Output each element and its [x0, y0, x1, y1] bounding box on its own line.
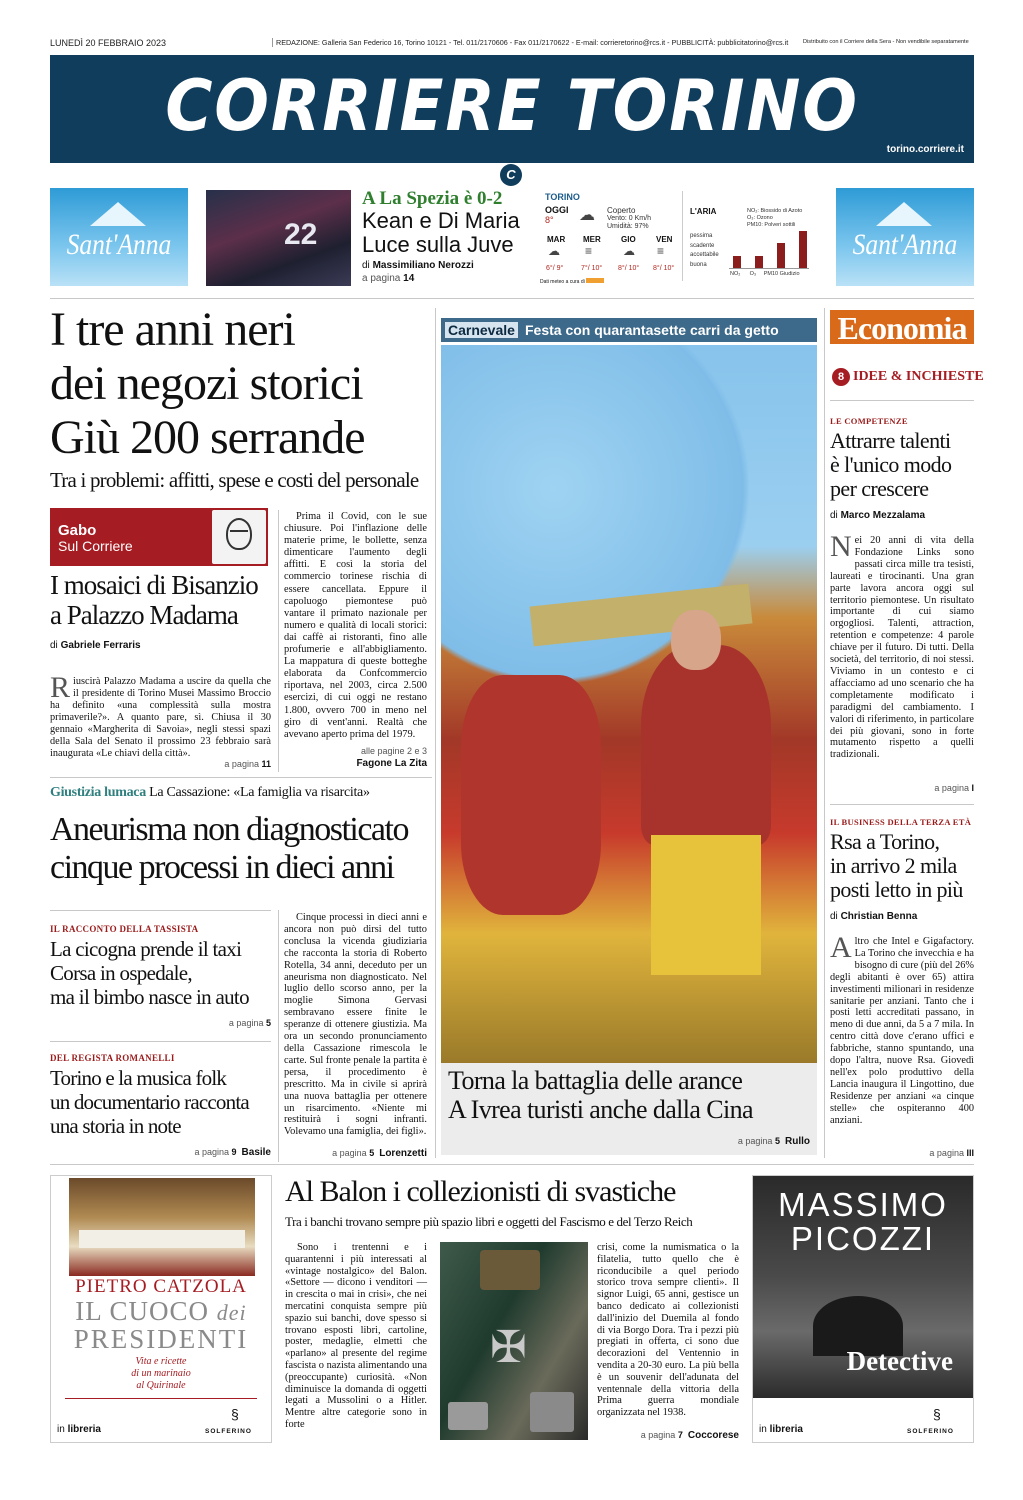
masthead	[50, 55, 974, 163]
forecast-temp-4: 8°/ 10°	[653, 265, 675, 272]
column-rule	[278, 510, 279, 772]
swastika-pin: ✠	[490, 1323, 527, 1372]
rsa-headline[interactable]: Rsa a Torino, in arrivo 2 mila posti letto in più	[830, 829, 963, 902]
weather-today-label: OGGI	[545, 205, 569, 215]
air-legend: NO₂: Biossido di Azoto O₃: Ozono PM10: Polveri sottili	[747, 208, 803, 228]
taxi-page-ref[interactable]: a pagina 5	[228, 1018, 271, 1028]
teaser-byline: di Massimiliano Nerozzi	[362, 260, 474, 271]
weather-humidity: Umidità: 97%	[607, 223, 649, 230]
cloud-icon: ☁	[548, 244, 560, 258]
watch-item	[448, 1402, 488, 1430]
weather-credit: Dati meteo a cura di	[540, 278, 604, 285]
economia-section[interactable]: IDEE & INCHIESTE	[853, 369, 984, 384]
forecast-temp-1: 6°/ 9°	[546, 265, 564, 272]
book-ad-right[interactable]	[752, 1175, 974, 1443]
solferino-logo-icon: §	[231, 1406, 239, 1422]
column-rule	[435, 308, 436, 1158]
air-quality-bar	[755, 256, 763, 268]
rsa-page-ref[interactable]: a pagina III	[929, 1148, 974, 1158]
gabo-banner	[50, 508, 268, 566]
teaser-headline-2[interactable]: Luce sulla Juve	[362, 232, 514, 257]
air-quality-bar	[777, 243, 785, 268]
sponsor-left[interactable]	[50, 188, 188, 286]
juve-celebration-photo	[206, 190, 351, 286]
folk-page-ref[interactable]: a pagina 9 Basile	[194, 1147, 271, 1158]
justice-headline[interactable]: Aneurisma non diagnosticato cinque processi in dieci anni	[50, 811, 408, 886]
carnival-kicker-rest: Festa con quarantasette carri da getto	[525, 322, 779, 338]
teaser-headline-1[interactable]: Kean e Di Maria	[362, 208, 520, 233]
lead-byline: Fagone La Zita	[356, 758, 427, 769]
air-scale: pessima scadente accettabile buona	[690, 233, 719, 268]
gabo-sublabel: Sul Corriere	[58, 538, 133, 554]
balon-subhead: Tra i banchi trovano sempre più spazio libri e oggetti del Fascismo e del Terzo Reich	[285, 1214, 693, 1229]
gabo-headline[interactable]: I mosaici di Bisanzio a Palazzo Madama	[50, 570, 258, 630]
folk-kicker: DEL REGISTA ROMANELLI	[50, 1053, 175, 1063]
dropcap: N	[830, 530, 852, 563]
section-rule	[50, 1164, 974, 1165]
justice-kicker: Giustizia lumaca La Cassazione: «La famiglia va risarcita»	[50, 785, 370, 800]
sponsor-right[interactable]	[836, 188, 974, 286]
distribution-note: Distribuito con il Corriere della Sera - Non vendibile separatamente	[803, 39, 969, 45]
section-rule	[830, 804, 974, 805]
jersey-number: 22	[284, 218, 318, 251]
taxi-headline[interactable]: La cicogna prende il taxi Corsa in ospedale, ma il bimbo nasce in auto	[50, 937, 249, 1009]
teaser-kicker: A La Spezia è 0-2	[362, 188, 503, 209]
masthead-url[interactable]: torino.corriere.it	[886, 144, 964, 155]
forecast-day-3: GIO	[621, 235, 636, 244]
book-right-publisher: SOLFERINO	[907, 1428, 954, 1435]
provider-logo	[586, 278, 604, 283]
balon-body-1: Sono i trentenni e i quarantenni i più interessati al «vintage nostalgico» del Balon. «Settore — dicono i venditori — in crescita o mai in crisi», che nei mercatini conquista sempre più spazio sui banchi, dove spesso si trovano esposti libri, cartoline, poster, medaglie, elmetti che «parlano» al presente del regime fascista o nazista alimentando una (preoccupante) curiosità. «Non diminuisce la domanda di oggetti legati a Mussolini o a Hitler. Mentre altre categorie sono in forte	[285, 1242, 427, 1430]
thrower-pants	[651, 835, 761, 975]
book-left-libreria: in libreria	[57, 1424, 101, 1435]
lead-subhead: Tra i problemi: affitti, spese e costi del personale	[50, 468, 419, 492]
book-left-publisher: SOLFERINO	[205, 1428, 252, 1435]
dropcap: A	[830, 931, 852, 964]
lead-body: Prima il Covid, con le sue chiusure. Poi l'inflazione delle materie prime, le bollette, senza dimenticare l'aumento degli affitti. E così la storia del commercio torinese rischia di essere cancellata. Eppure il capoluogo piemontese può vantare il primato nazionale per numero e qualità di locali storici: dai caffè ai ristoranti, fino alle profumerie e all'abbigliamento. La mappatura di queste botteghe elaborata da Confcommercio riportava, nel 2003, circa 2.500 esercizi, di cui oggi ne restano 1.800, ovvero 700 in meno nel giro di vent'anni. Realtà che avevano aperto prima del 1979.	[284, 511, 427, 740]
carnival-kicker-bar	[441, 318, 817, 342]
rsa-kicker: IL BUSINESS DELLA TERZA ETÀ	[830, 817, 972, 827]
thrower-head	[671, 610, 721, 670]
teaser-page-ref[interactable]: a pagina 14	[362, 273, 415, 284]
carnival-kicker: Carnevale	[445, 322, 518, 338]
talent-kicker: LE COMPETENZE	[830, 416, 908, 426]
weather-condition: Coperto	[607, 206, 636, 215]
balon-page-ref[interactable]: a pagina 7 Coccorese	[640, 1430, 739, 1441]
eagle-medal	[480, 1250, 540, 1290]
nazi-memorabilia-photo	[440, 1242, 588, 1440]
folk-headline[interactable]: Torino e la musica folk un documentario racconta una storia in note	[50, 1066, 249, 1138]
forecast-day-2: MER	[583, 235, 601, 244]
book-right-libreria: in libreria	[759, 1424, 803, 1435]
sponsor-right-label: Sant'Anna	[852, 228, 958, 261]
economia-title: Economia	[837, 310, 967, 346]
section-rule	[50, 1041, 271, 1042]
rsa-byline: di Christian Benna	[830, 911, 918, 922]
fog-icon: ≡	[585, 244, 593, 258]
justice-page-ref[interactable]: a pagina 5 Lorenzetti	[332, 1148, 427, 1159]
cloud-icon: ☁	[579, 207, 595, 224]
book-left-title-1: IL CUOCO dei	[75, 1296, 247, 1326]
dropcap: R	[50, 671, 71, 704]
forecast-temp-2: 7°/ 10°	[581, 265, 603, 272]
mountain-icon	[876, 202, 932, 226]
weather-today-temp: 8°	[545, 215, 554, 225]
section-rule	[50, 777, 432, 778]
talent-headline[interactable]: Attrarre talenti è l'unico modo per crescere	[830, 428, 952, 501]
section-rule	[50, 910, 271, 911]
cloud-icon: ☁	[623, 244, 635, 258]
book-right-author: MASSIMO PICOZZI	[778, 1186, 948, 1257]
justice-body: Cinque processi in dieci anni e ancora non può dirsi del tutto conclusa la vicenda giudiziaria che racconta la storia di Roberto Rotella, 34 anni, deceduto per un aneurisma non diagnosticato. Nel luglio dello scorso anno, per la moglie Simona Gervasi sembravano essere finite le speranze di ottenere giustizia. Ma ora un secondo pronunciamento della Cassazione rimescola le carte. Sul fronte penale la partita è persa, il procedimento è prescritto. Ma in civile si aprirà una nuova battaglia per ottenere un risarcimento. «Niente mi restituirà i sogni infranti. Volevamo una famiglia, dei figli».	[284, 912, 427, 1138]
column-rule	[824, 308, 825, 1158]
sponsor-left-label: Sant'Anna	[66, 228, 172, 261]
gabo-caricature	[212, 510, 266, 564]
gabo-label: Gabo	[58, 522, 97, 539]
thrower-figure	[641, 645, 771, 845]
gabo-byline: di Gabriele Ferraris	[50, 640, 141, 651]
carnival-page-ref[interactable]: a pagina 5 Rullo	[737, 1136, 810, 1147]
book-right-title: Detective	[846, 1346, 953, 1376]
taxi-kicker: IL RACCONTO DELLA TASSISTA	[50, 924, 199, 934]
carnival-caption[interactable]: Torna la battaglia delle arance A Ivrea turisti anche dalla Cina	[448, 1066, 753, 1124]
book-left-tagline: Vita e ricette di un marinaio al Quirinale	[131, 1356, 191, 1391]
crowd-figure	[461, 675, 601, 915]
weather-divider	[682, 191, 683, 281]
talent-page-ref[interactable]: a pagina I	[934, 783, 974, 793]
fog-icon: ≡	[657, 244, 665, 258]
quirinale-photo	[69, 1178, 255, 1276]
weather-city: TORINO	[545, 192, 580, 202]
book-left-title-2: PRESIDENTI	[73, 1324, 249, 1354]
solferino-logo-icon: §	[933, 1406, 941, 1422]
talent-byline: di Marco Mezzalama	[830, 510, 926, 521]
balon-body-2: crisi, come la numismatica o la filatelia, tutto quello che è riconducibile a quel periodo storico trova sempre clienti». Il signor Luigi, 65 anni, gestisce un banco dedicato ai collezionisti dall'inizio del Duemila al fondo di via Borgo Dora. Tra i pezzi più pregiati in offerta, ci sono due decorazioni del Ventennio in vendita a 20-30 euro. La più bella è un souvenir dell'adunata del ventennale della vittoria della Prima guerra mondiale organizzata nel 1938.	[597, 1242, 739, 1419]
book-left-author: PIETRO CATZOLA	[75, 1276, 247, 1297]
section-rule	[830, 400, 974, 401]
gabo-body: Riuscirà Palazzo Madama a uscire da quella che il presidente di Torino Musei Massimo Broccio ha definito «una complessità sulla mostra primaverile?». A quanto pare, sì. Chiusa il 30 gennaio «Margherita di Savoia», negli stessi spazi della Sala del Senato il prossimo 23 febbraio sarà inaugurata «Le chiavi della città».	[50, 671, 271, 759]
air-quality-bar	[799, 231, 807, 268]
corriere-logo-badge: C	[500, 164, 522, 186]
forecast-temp-3: 8°/ 10°	[618, 265, 640, 272]
mountain-icon	[90, 202, 146, 226]
economia-badge: 8	[832, 368, 850, 386]
weather-panel	[537, 188, 825, 288]
book-rule	[65, 1398, 257, 1399]
air-axis: NO₂ O₃ PM10 Giudizio	[730, 271, 800, 277]
column-rule	[278, 910, 279, 1162]
weather-wind: Vento: 0 Km/h	[607, 215, 651, 222]
air-quality-chart	[729, 232, 809, 269]
issue-date: LUNEDÌ 20 FEBBRAIO 2023	[50, 38, 167, 48]
watch-item	[530, 1392, 574, 1432]
forecast-day-4: VEN	[656, 235, 673, 244]
forecast-day-1: MAR	[547, 235, 566, 244]
economia-banner	[830, 310, 974, 344]
lead-headline[interactable]: I tre anni neri dei negozi storici Giù 200 serrande	[50, 303, 365, 464]
masthead-title: CORRIERE TORINO	[165, 65, 859, 147]
header-rule	[50, 298, 974, 299]
newsroom-contacts: REDAZIONE: Galleria San Federico 16, Torino 10121 - Tel. 011/2170606 - Fax 011/2170622 - E-mail: corrieretorino@rcs.it - PUBBLICITÀ: pubblicitatorino@rcs.it	[272, 38, 792, 47]
rsa-body: Altro che Intel e Gigafactory. La Torino che invecchia e ha bisogno di cure (più del 26% degli abitanti è over 65) attira investimenti milionari in residenze sanitarie per anziani. Tanto che i posti letti accreditati passano, in meno di due anni, da 5 a 7 mila. In centro città dove c'erano uffici e fabbriche, stanno spuntando, una dopo l'altra, nuove Rsa. Giovedì nell'ex polo produttivo della Lancia inaugura il Lingottino, due Residenze per anziani «a cinque stelle» che ospiteranno 400 anziani.	[830, 931, 974, 1126]
lead-page-ref[interactable]: alle pagine 2 e 3	[360, 746, 427, 756]
gabo-page-ref[interactable]: a pagina 11	[224, 759, 271, 769]
talent-body: Nei 20 anni di vita della Fondazione Links sono passati circa mille tra tesisti, laureati e tirocinanti. Una gran parte lavora ancora oggi sul territorio piemontese. Un risultato importante di cui siamo orgogliosi. Talenti, attraction, retention e competenze: 4 parole chiave per il futuro. Di tutti. Della società, del territorio, di noi stessi. Viviamo in un contesto e ci affacciamo ad uno scenario che ha completamente modificato i paradigmi del cambiamento. I valori di riferimento, in particolare dei più giovani, sono in forte mutamento rispetto a quelli tradizionali.	[830, 530, 974, 761]
air-title: L'ARIA	[690, 207, 717, 216]
orange-battle-photo	[441, 345, 817, 1063]
air-quality-bar	[733, 256, 741, 268]
book-ad-left[interactable]	[50, 1175, 272, 1443]
balon-headline[interactable]: Al Balon i collezionisti di svastiche	[285, 1175, 676, 1208]
